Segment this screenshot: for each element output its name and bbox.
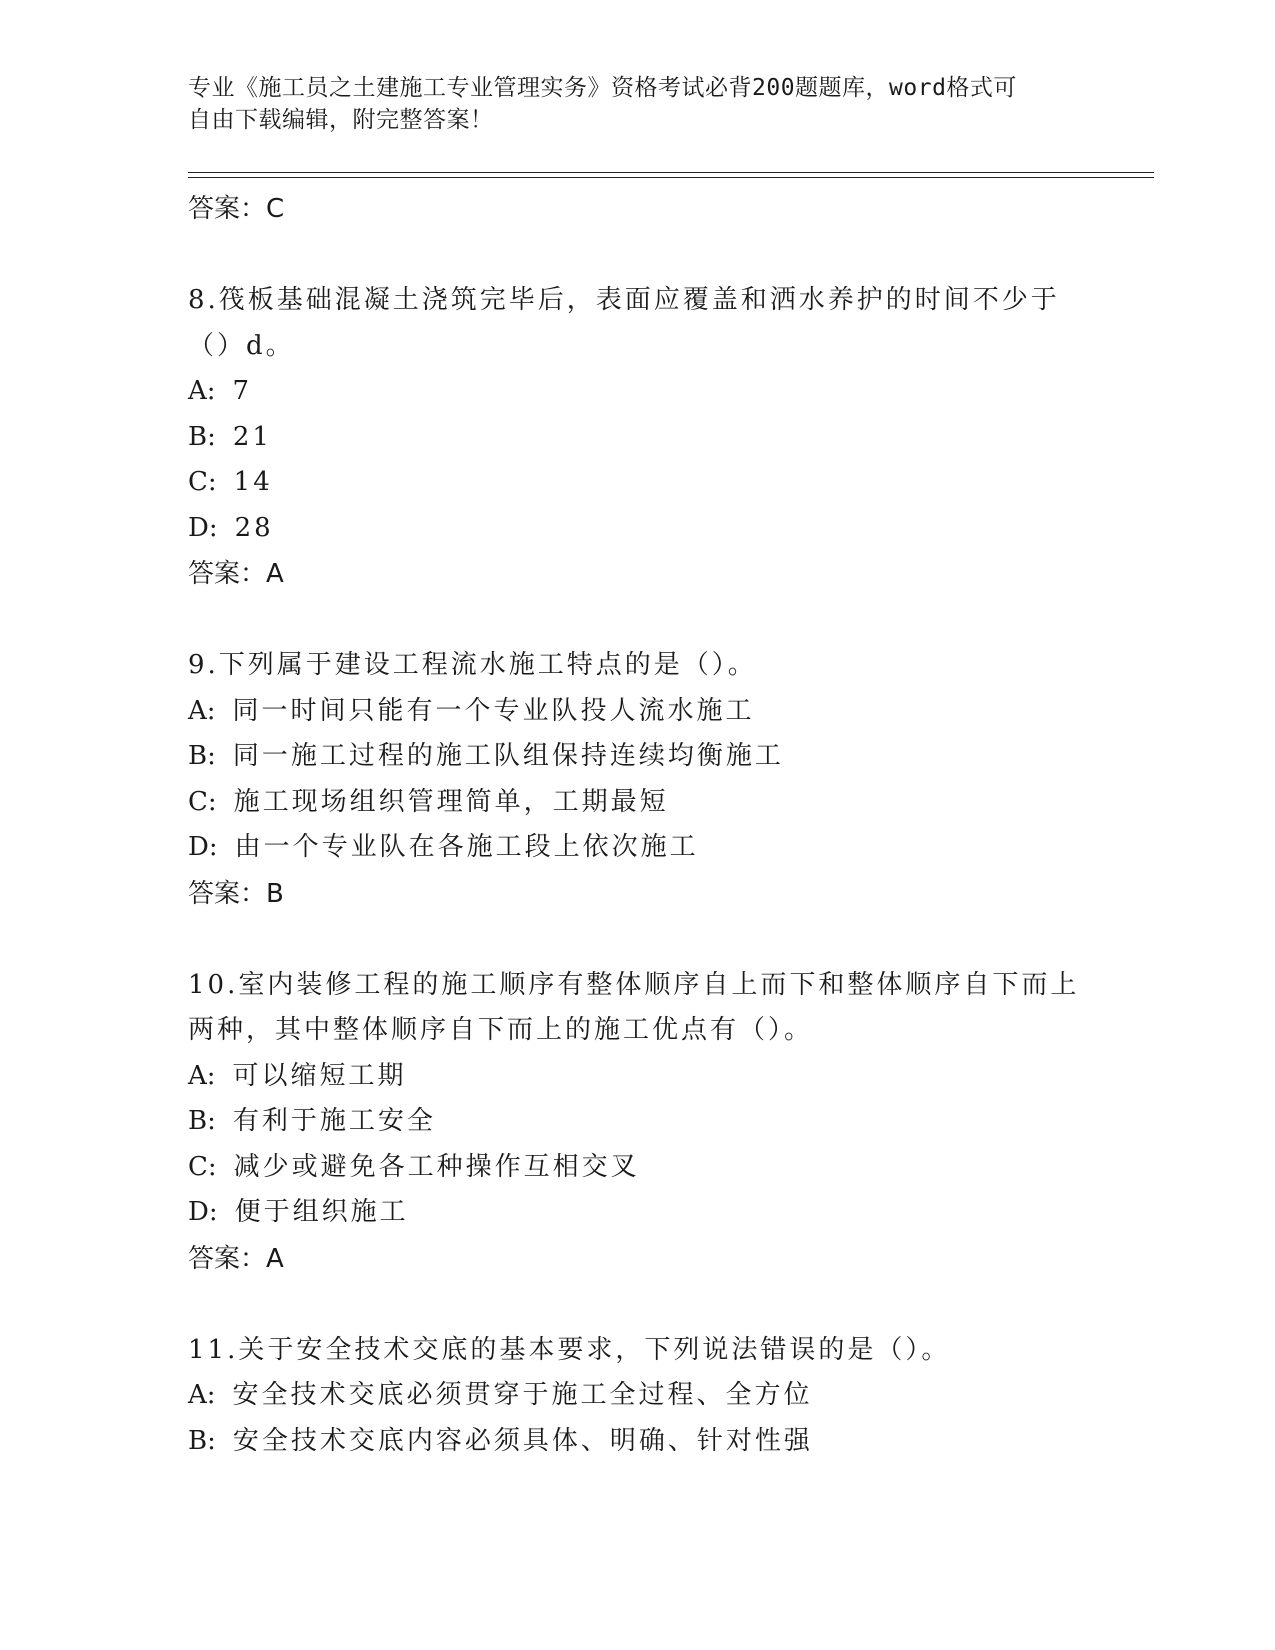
option-c <box>188 1145 1088 1191</box>
option-d <box>188 1190 1088 1236</box>
answer-label: 答案：B <box>188 878 284 909</box>
page-header <box>188 72 1088 136</box>
option-text: 21 <box>232 421 272 452</box>
answer-label: 答案：C <box>188 194 285 224</box>
option-separator: : <box>207 1425 219 1456</box>
option-b <box>188 1099 1088 1145</box>
option-text: 便于组织施工 <box>234 1197 409 1227</box>
question-stem-line: 11.关于安全技术交底的基本要求，下列说法错误的是（）。 <box>188 1334 951 1365</box>
question-stem-line: （）d。 <box>188 330 295 361</box>
option-letter: C <box>188 786 208 817</box>
option-b <box>188 415 1088 461</box>
option-b <box>188 734 1088 780</box>
option-a <box>188 1054 1088 1100</box>
option-separator: : <box>208 512 221 543</box>
header-rule-bottom <box>188 177 1154 178</box>
option-c <box>188 460 1088 506</box>
question-list <box>188 186 1088 1464</box>
option-b <box>188 1419 1088 1465</box>
option-separator: : <box>207 1106 219 1136</box>
option-separator: : <box>208 832 221 862</box>
option-separator: : <box>207 786 220 817</box>
option-text: 减少或避免各工种操作互相交叉 <box>233 1151 640 1182</box>
option-text: 可以缩短工期 <box>232 1060 407 1091</box>
question-stem-line: 9.下列属于建设工程流水施工特点的是（）。 <box>188 650 757 680</box>
option-text: 同一时间只能有一个专业队投人流水施工 <box>232 695 755 726</box>
option-letter: A <box>188 1380 207 1410</box>
option-separator: : <box>206 1060 219 1091</box>
option-text: 由一个专业队在各施工段上依次施工 <box>234 832 699 862</box>
answer-label: 答案：A <box>188 1243 284 1274</box>
option-letter: D <box>188 512 209 543</box>
option-letter: A <box>188 695 207 726</box>
option-letter: B <box>188 1425 208 1456</box>
header-line-2: 自由下载编辑，附完整答案！ <box>188 107 494 133</box>
question-item <box>188 278 1088 597</box>
header-rule-top <box>188 172 1154 173</box>
question-stem-line: 10.室内装修工程的施工顺序有整体顺序自上而下和整体顺序自下而上 <box>188 969 1080 1000</box>
option-text: 施工现场组织管理简单，工期最短 <box>233 786 669 817</box>
option-c <box>188 780 1088 826</box>
option-letter: C <box>188 1151 208 1182</box>
header-line-1: 专业《施工员之土建施工专业管理实务》资格考试必背200题题库，word格式可 <box>188 75 1017 101</box>
option-letter: B <box>188 741 208 771</box>
option-separator: : <box>208 1197 221 1227</box>
option-a <box>188 689 1088 735</box>
answer-label: 答案：A <box>188 559 284 589</box>
option-text: 有利于施工安全 <box>232 1106 436 1136</box>
option-text: 14 <box>233 467 273 497</box>
option-text: 安全技术交底内容必须具体、明确、针对性强 <box>232 1425 813 1456</box>
option-separator: : <box>207 741 219 771</box>
option-d <box>188 506 1088 552</box>
question-item <box>188 1328 1088 1465</box>
question-item <box>188 643 1088 917</box>
option-text: 28 <box>234 512 274 543</box>
option-letter: A <box>188 1060 207 1091</box>
option-letter: B <box>188 421 208 452</box>
question-stem-line: 两种，其中整体顺序自下而上的施工优点有（）。 <box>188 1015 814 1045</box>
option-text: 同一施工过程的施工队组保持连续均衡施工 <box>232 741 784 771</box>
option-letter: D <box>188 832 209 862</box>
option-separator: : <box>207 421 219 452</box>
option-letter: D <box>188 1197 209 1227</box>
option-letter: B <box>188 1106 208 1136</box>
question-item <box>188 963 1088 1282</box>
option-text: 安全技术交底必须贯穿于施工全过程、全方位 <box>232 1380 813 1410</box>
option-a <box>188 1373 1088 1419</box>
option-text: 7 <box>232 376 253 406</box>
option-separator: : <box>206 1380 219 1410</box>
option-separator: : <box>207 467 220 497</box>
option-separator: : <box>207 1151 220 1182</box>
option-separator: : <box>206 376 219 406</box>
option-letter: C <box>188 467 208 497</box>
option-separator: : <box>206 695 219 726</box>
option-letter: A <box>188 376 207 406</box>
question-stem-line: 8.筏板基础混凝土浇筑完毕后，表面应覆盖和洒水养护的时间不少于 <box>188 285 1060 315</box>
option-a <box>188 369 1088 415</box>
option-d <box>188 825 1088 871</box>
